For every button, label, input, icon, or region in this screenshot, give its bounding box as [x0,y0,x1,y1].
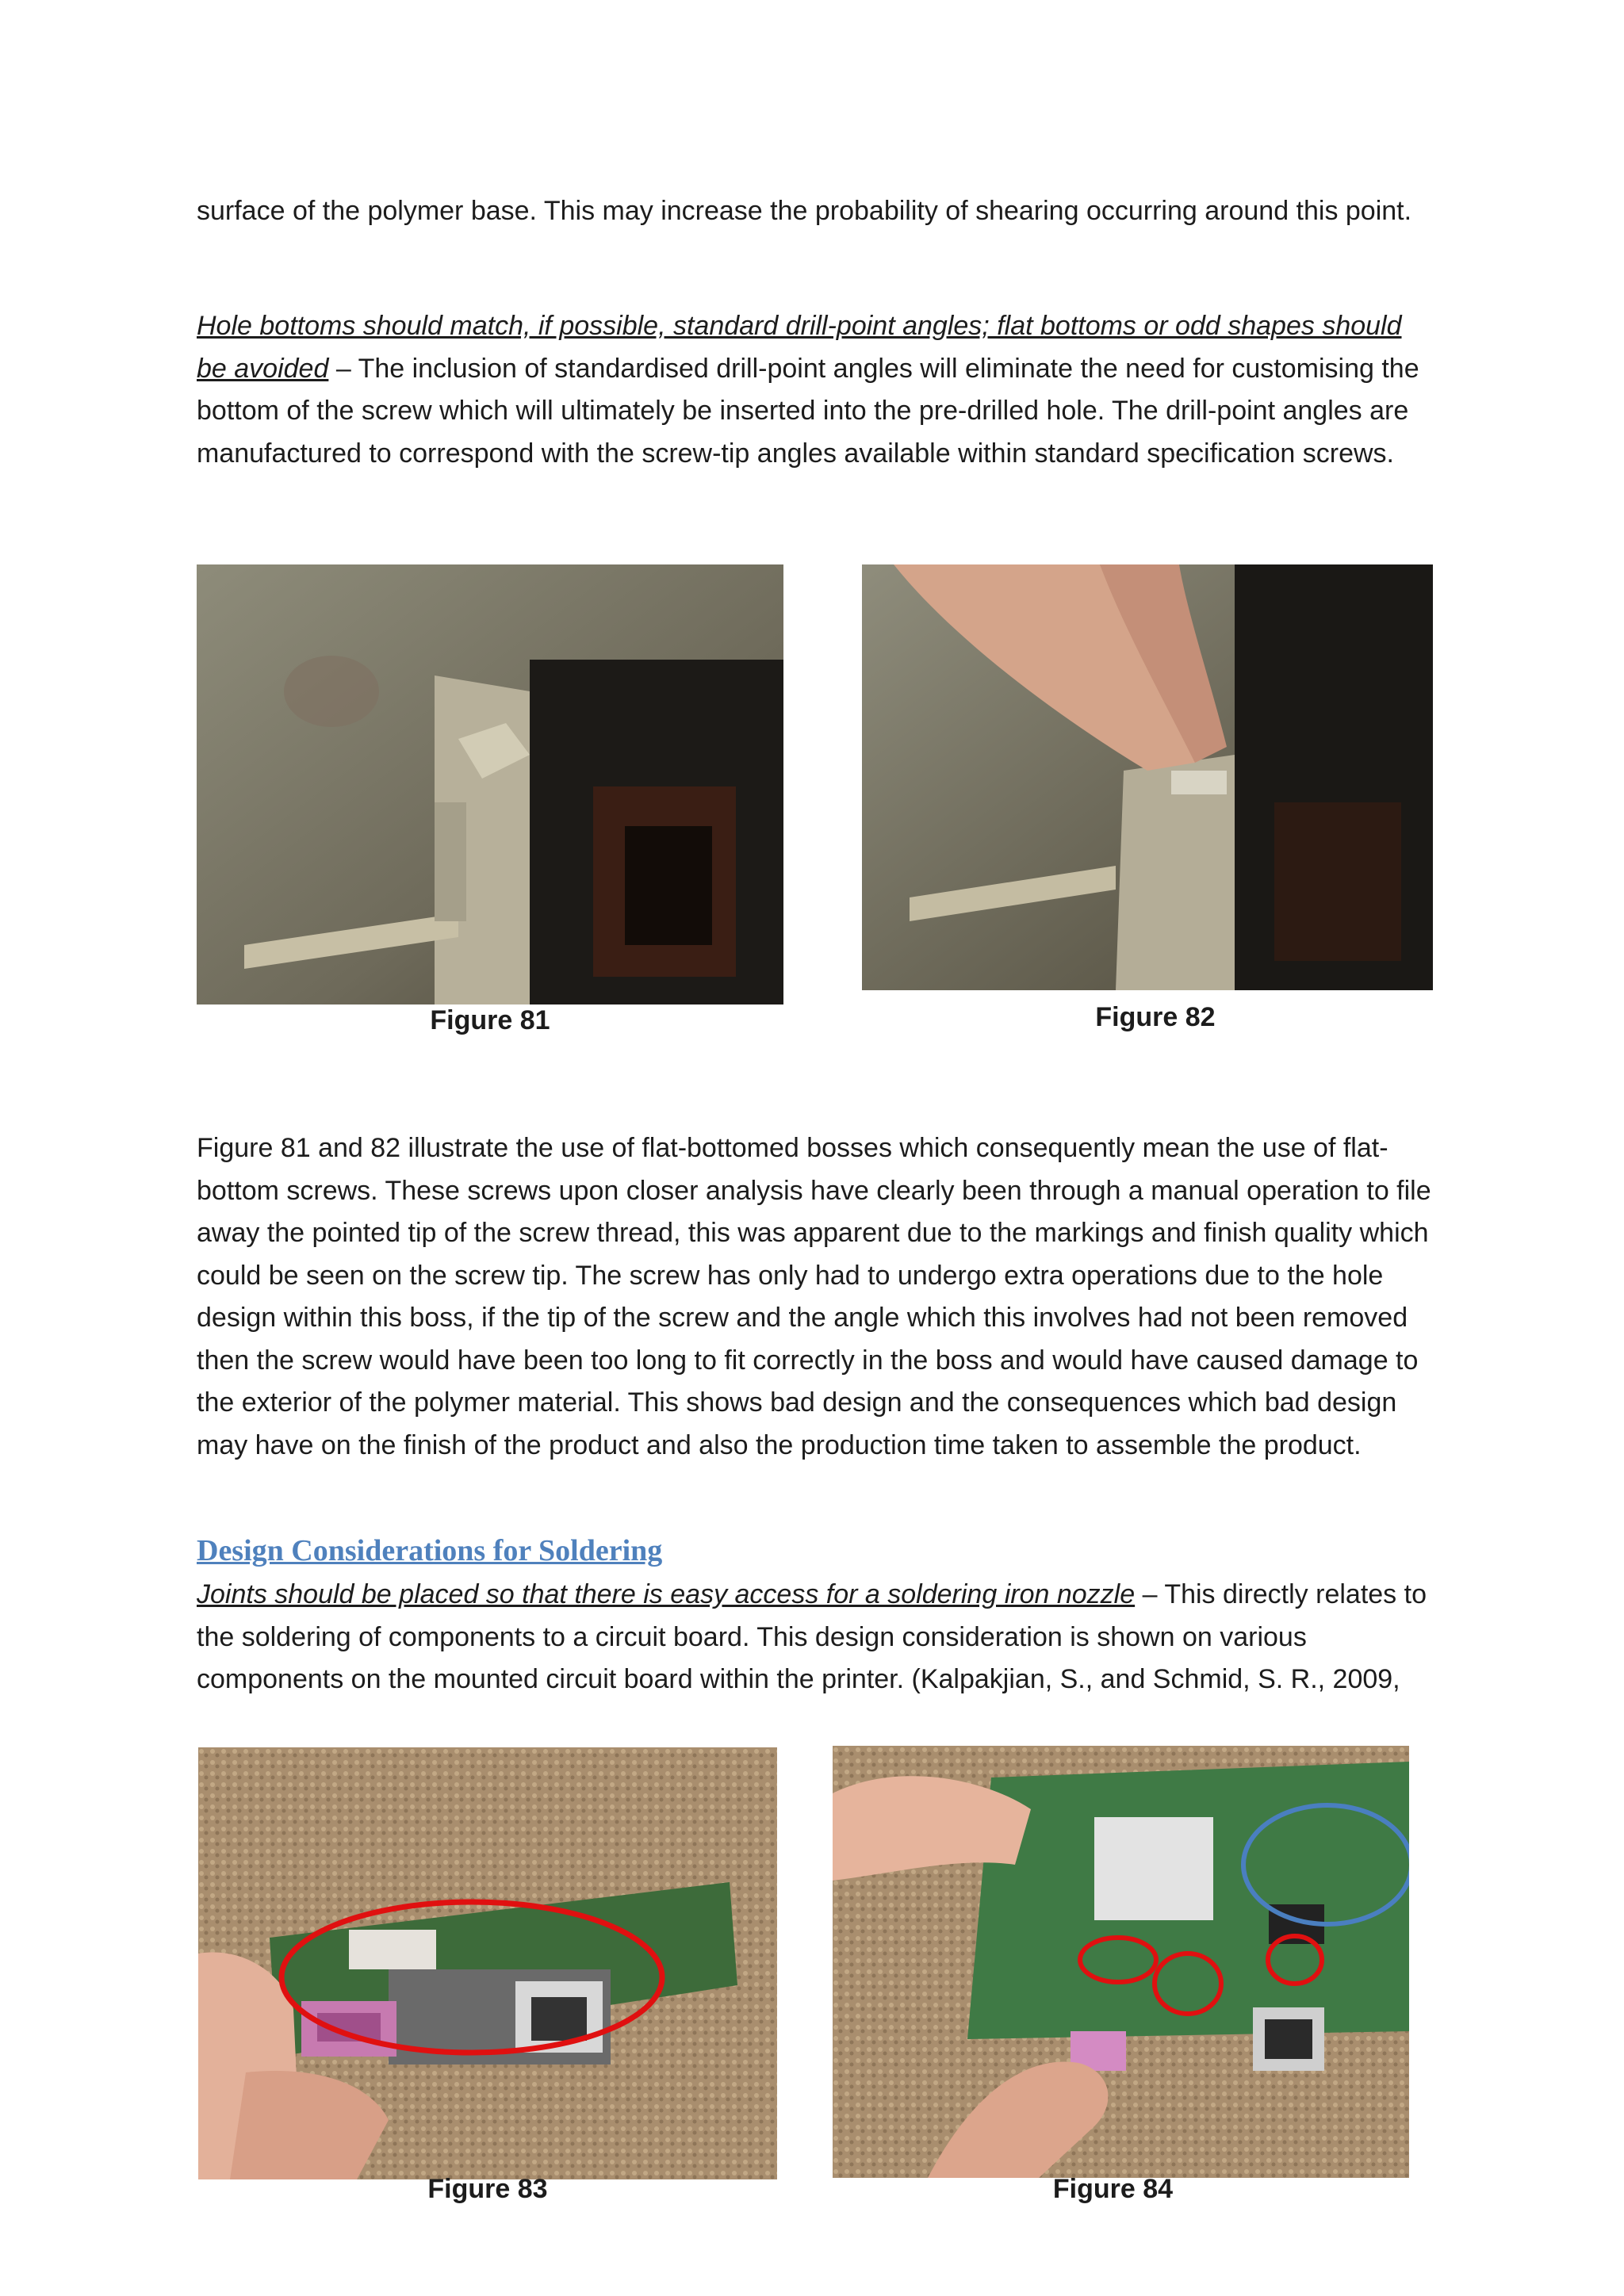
figure-81-caption: Figure 81 [430,1005,550,1035]
figure-84-photo [833,1746,1409,2178]
figure-84-caption: Figure 84 [1052,2174,1174,2204]
hole-bottoms-text: – The inclusion of standardised drill-point angles will eliminate the need for customising the bottom of the screw which will ultimately be inserted into the pre-drilled hole. The drill-point angles are manufactured to correspond with the screw-tip angles available within standard specification screws. [197,353,1419,469]
figure-83-photo [198,1747,777,2179]
soldering-joints-heading: Joints should be placed so that there is easy access for a soldering iron nozzle [197,1579,1136,1609]
figure-82-photo [862,564,1433,990]
soldering-joints-text: – This directly relates to the soldering of components to a circuit board. This design consideration is shown on various components on the mounted circuit board within the printer. (Kalpakjian, S., and Schmid, S. R., 2009, [197,1579,1427,1694]
paragraph-hole-bottoms [197,305,1434,475]
figure-81-photo [197,564,783,1004]
hole-bottoms-heading: Hole bottoms should match, if possible, standard drill-point angles; flat bottoms or odd shapes should be avoided [197,311,1402,384]
paragraph-polymer-base: surface of the polymer base. This may increase the probability of shearing occurring around this point. [197,196,1412,226]
figure-83-caption: Figure 83 [427,2174,548,2204]
section-heading-soldering: Design Considerations for Soldering [197,1534,663,1567]
paragraph-soldering-joints [197,1574,1434,1701]
paragraph-flat-bottomed-bosses: Figure 81 and 82 illustrate the use of flat-bottomed bosses which consequently mean the use of flat-bottom screws. These screws upon closer analysis have clearly been through a manual operation to file away the pointed tip of the screw thread, this was apparent due to the markings and finish quality which could be seen on the screw tip. The screw has only had to undergo extra operations due to the hole design within this boss, if the tip of the screw and the angle which this involves had not been removed then the screw would have been too long to fit correctly in the boss and would have caused damage to the exterior of the polymer material. This shows bad design and the consequences which bad design may have on the finish of the product and also the production time taken to assemble the product. [197,1133,1431,1460]
figure-82-caption: Figure 82 [1095,1002,1216,1032]
